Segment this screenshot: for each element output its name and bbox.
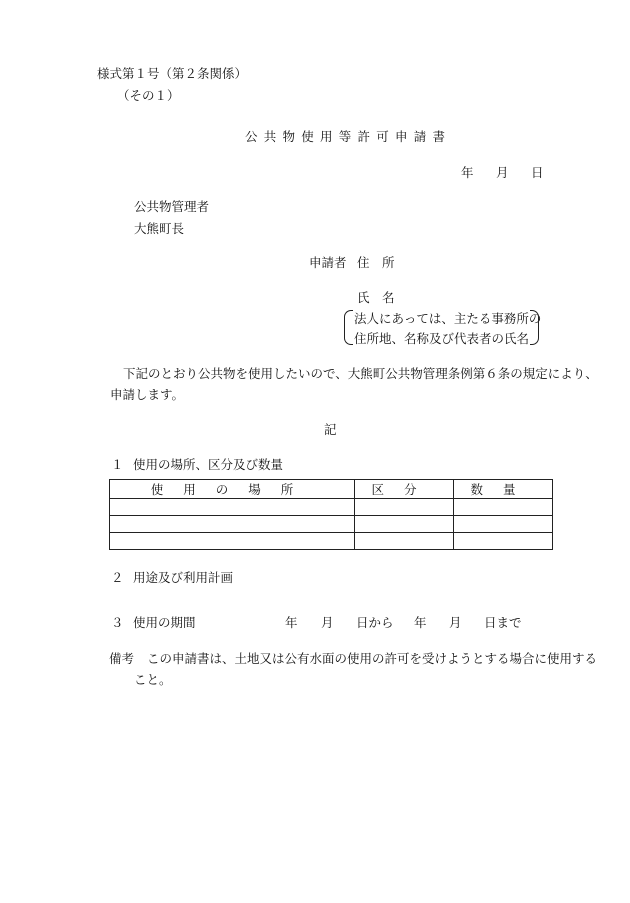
table-cell [110, 499, 355, 516]
section1-label: 使用の場所、区分及び数量 [133, 457, 284, 472]
addressee-title: 公共物管理者 [134, 199, 210, 214]
ki-heading: 記 [324, 422, 337, 437]
section1-number: １ [111, 457, 124, 472]
note-bracket-right [530, 310, 539, 345]
table-row [110, 533, 553, 550]
period-end-year-label: 年 [414, 615, 427, 630]
section2-heading [111, 570, 233, 585]
remarks-label: 備考 [109, 651, 135, 666]
period-start-year-label: 年 [285, 615, 298, 630]
table-cell [454, 499, 553, 516]
corporate-note-line2: 住所地、名称及び代表者の氏名 [354, 331, 530, 346]
note-bracket-left [344, 310, 353, 345]
section1-heading [111, 457, 283, 472]
section3-label: 使用の期間 [133, 615, 196, 630]
body-text-line1: 下記のとおり公共物を使用したいので、大熊町公共物管理条例第６条の規定により、 [123, 366, 598, 381]
period-end-month-label: 月 [449, 615, 462, 630]
corporate-note-line1: 法人にあっては、主たる事務所の [354, 311, 542, 326]
section3-number: ３ [111, 615, 124, 630]
name-label: 氏 名 [357, 290, 395, 305]
column-header-quantity: 数量 [454, 480, 553, 499]
table-cell [110, 516, 355, 533]
remarks-text-line2: こと。 [134, 672, 172, 687]
table-cell [355, 499, 454, 516]
applicant-label: 申請者 [309, 255, 347, 270]
address-label: 住 所 [357, 255, 395, 270]
table-header-row [110, 480, 553, 499]
form-subnumber: （その１） [117, 88, 180, 103]
table-cell [110, 533, 355, 550]
date-day-label: 日 [531, 165, 544, 180]
column-header-location: 使用の場所 [110, 480, 355, 499]
period-start-month-label: 月 [321, 615, 334, 630]
table-row [110, 516, 553, 533]
column-header-category: 区分 [355, 480, 454, 499]
addressee-name: 大熊町長 [134, 221, 185, 236]
table-cell [454, 516, 553, 533]
section2-label: 用途及び利用計画 [133, 570, 234, 585]
table-cell [355, 516, 454, 533]
form-number: 様式第１号（第２条関係） [97, 66, 248, 81]
document-title: 公共物使用等許可申請書 [245, 129, 452, 144]
date-year-label: 年 [461, 165, 474, 180]
section3-heading [111, 615, 196, 630]
usage-table [109, 479, 553, 550]
body-text-line2: 申請します。 [110, 387, 185, 402]
date-month-label: 月 [496, 165, 509, 180]
table-cell [355, 533, 454, 550]
period-start-day-label: 日から [356, 615, 394, 630]
table-cell [454, 533, 553, 550]
period-end-day-label: 日まで [484, 615, 522, 630]
remarks-text-line1: この申請書は、土地又は公有水面の使用の許可を受けようとする場合に使用する [147, 651, 598, 666]
table-row [110, 499, 553, 516]
section2-number: ２ [111, 570, 124, 585]
